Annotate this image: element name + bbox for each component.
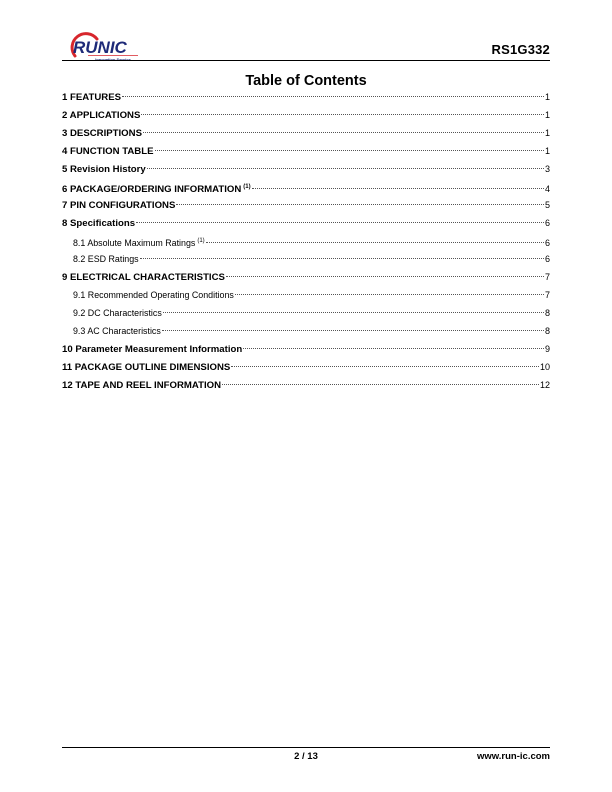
toc-page-number: 10 <box>539 362 550 372</box>
toc-page-number: 1 <box>544 146 550 156</box>
toc-dot-leader <box>243 348 544 349</box>
toc-dot-leader <box>147 168 544 169</box>
toc-entry[interactable] <box>62 162 550 180</box>
toc-entry[interactable] <box>62 108 550 126</box>
logo-tagline: Innovation Service <box>95 57 131 62</box>
toc-entry-title <box>62 217 135 231</box>
document-id: RS1G332 <box>491 42 550 57</box>
toc-entry-title <box>62 271 225 285</box>
toc-entry-footnote-marker: (1) <box>197 238 205 244</box>
toc-entry-text: 6 PACKAGE/ORDERING INFORMATION <box>62 184 242 195</box>
toc-dot-leader <box>235 294 544 295</box>
toc-entry[interactable] <box>62 360 550 378</box>
toc-entry-title <box>73 234 205 250</box>
toc-entry-text: 9.3 AC Characteristics <box>73 326 161 336</box>
toc-dot-leader <box>162 330 544 331</box>
toc-entry-title <box>73 306 162 320</box>
toc-dot-leader <box>122 96 544 97</box>
toc-entry-title <box>62 180 251 197</box>
toc-entry-text: 7 PIN CONFIGURATIONS <box>62 200 176 211</box>
toc-page-number: 6 <box>544 218 550 228</box>
toc-entry-text: 1 FEATURES <box>62 92 121 103</box>
toc-entry-text: 11 PACKAGE OUTLINE DIMENSIONS <box>62 362 231 373</box>
toc-entry[interactable] <box>62 234 550 252</box>
toc-title: Table of Contents <box>245 73 367 89</box>
toc-entry-text: 2 APPLICATIONS <box>62 110 141 121</box>
toc-dot-leader <box>143 132 544 133</box>
toc-entry-title <box>62 379 221 393</box>
toc-page-number: 7 <box>544 272 550 282</box>
toc-dot-leader <box>252 188 544 189</box>
header-divider <box>62 60 550 61</box>
toc-page-number: 6 <box>544 238 550 248</box>
toc-page-number: 9 <box>544 344 550 354</box>
toc-entry[interactable] <box>62 342 550 360</box>
toc-entry-title <box>62 145 154 159</box>
footer-divider <box>62 747 550 748</box>
toc-entry[interactable] <box>62 270 550 288</box>
toc-entry-text: 8 Specifications <box>62 218 136 229</box>
toc-entry[interactable] <box>62 324 550 342</box>
toc-entry[interactable] <box>62 216 550 234</box>
toc-entry-title <box>73 324 161 338</box>
page-indicator: 2 / 13 <box>294 751 318 762</box>
toc-entry-title <box>73 288 234 302</box>
toc-entry-text: 10 Parameter Measurement Information <box>62 344 243 355</box>
toc-entry-title <box>62 343 242 357</box>
toc-entry-title <box>62 127 142 141</box>
toc-entry-text: 9.2 DC Characteristics <box>73 308 162 318</box>
toc-entry-title <box>62 199 175 213</box>
website-link[interactable]: www.run-ic.com <box>476 751 550 762</box>
toc-page-number: 7 <box>544 290 550 300</box>
toc-dot-leader <box>163 312 544 313</box>
toc-page-number: 12 <box>539 380 550 390</box>
toc-entry-title <box>62 91 121 105</box>
toc-page-number: 4 <box>544 184 550 194</box>
toc-entry[interactable] <box>62 288 550 306</box>
toc-page-number: 3 <box>544 164 550 174</box>
runic-logo-graphic <box>66 32 140 62</box>
toc-entry[interactable] <box>62 144 550 162</box>
toc-dot-leader <box>226 276 544 277</box>
toc-entry-text: 4 FUNCTION TABLE <box>62 146 154 157</box>
toc-entry-footnote-marker: (1) <box>243 184 251 190</box>
toc-dot-leader <box>222 384 539 385</box>
toc-entry-text: 8.1 Absolute Maximum Ratings <box>73 238 196 248</box>
company-logo <box>66 32 140 62</box>
toc-entry[interactable] <box>62 378 550 396</box>
toc-dot-leader <box>206 242 544 243</box>
toc-entry-text: 8.2 ESD Ratings <box>73 254 139 264</box>
toc-entry[interactable] <box>62 252 550 270</box>
logo-wordmark: RUNIC <box>73 38 127 57</box>
toc-entry-text: 12 TAPE AND REEL INFORMATION <box>62 380 222 391</box>
toc-entry-title <box>62 163 146 177</box>
toc-entry-title <box>62 109 140 123</box>
toc-page-number: 6 <box>544 254 550 264</box>
table-of-contents <box>62 90 550 396</box>
toc-page-number: 1 <box>544 92 550 102</box>
toc-entry-title <box>62 361 230 375</box>
toc-page-number: 5 <box>544 200 550 210</box>
toc-entry-text: 5 Revision History <box>62 164 146 175</box>
toc-dot-leader <box>140 258 544 259</box>
toc-entry[interactable] <box>62 90 550 108</box>
toc-page-number: 1 <box>544 128 550 138</box>
toc-entry[interactable] <box>62 306 550 324</box>
toc-page-number: 8 <box>544 308 550 318</box>
toc-entry-text: 3 DESCRIPTIONS <box>62 128 142 139</box>
toc-entry[interactable] <box>62 198 550 216</box>
toc-dot-leader <box>176 204 544 205</box>
toc-dot-leader <box>141 114 544 115</box>
toc-entry-text: 9.1 Recommended Operating Conditions <box>73 290 234 300</box>
toc-page-number: 1 <box>544 110 550 120</box>
toc-page-number: 8 <box>544 326 550 336</box>
toc-entry-title <box>73 252 139 266</box>
toc-entry[interactable] <box>62 126 550 144</box>
toc-dot-leader <box>231 366 539 367</box>
toc-entry-text: 9 ELECTRICAL CHARACTERISTICS <box>62 272 225 283</box>
toc-dot-leader <box>155 150 544 151</box>
toc-dot-leader <box>136 222 544 223</box>
toc-entry[interactable] <box>62 180 550 198</box>
